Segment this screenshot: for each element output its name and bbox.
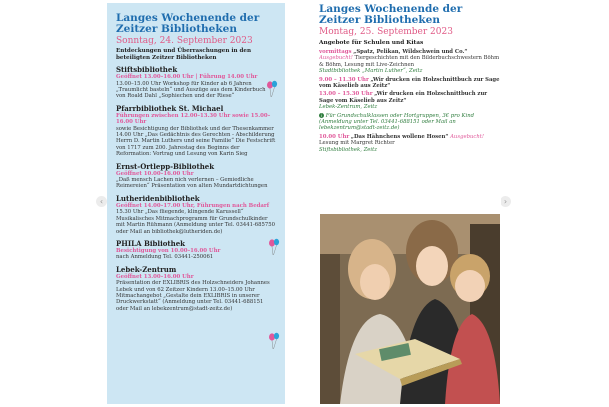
- program-note: [319, 113, 501, 132]
- library-name: Pfarrbibliothek St. Michael: [116, 103, 224, 113]
- library-name: Ernst-Ortlepp-Bibliothek: [116, 161, 215, 171]
- opening-time: Geöffnet 13.00–16.00 Uhr | Führung 14.00 Uhr: [116, 74, 258, 81]
- library-name: Stiftsbibliothek: [116, 65, 178, 75]
- photo-children-reading: [320, 214, 500, 404]
- item-time: vormittags: [319, 49, 352, 55]
- page-title: Langes Wochenende der Zeitzer Bibliotheken: [319, 3, 463, 26]
- program-item: [319, 91, 501, 110]
- balloon-icon: [268, 238, 280, 256]
- program-item: [319, 77, 501, 90]
- balloon-icon: [268, 332, 280, 350]
- program-item: [319, 134, 501, 153]
- library-entry: [116, 105, 276, 158]
- info-icon: i: [320, 112, 323, 118]
- library-program: sowie Besichtigung der Bibliothek und der Thesenkammer 14.00 Uhr „Das Gedächtnis des Gerechten - Abschilderung Herrn D. Martin Luthers und seine Familie“ Die Festschrift von 1717 zum 200. Jahrestag des Beginns der Reformation: Vortrag und Lesung von Karin Sieg: [116, 125, 276, 158]
- library-name: Lebek-Zentrum: [116, 264, 177, 274]
- item-time: 13.00 – 15.30 Uhr: [319, 91, 373, 98]
- item-time: 10.00 Uhr: [319, 133, 350, 140]
- item-title: „Spatz, Pelikan, Wildschwein und Co.“: [353, 49, 468, 55]
- library-program: 15.30 Uhr „Das fliegende, klingende Karussell“ Musikalisches Mitmachprogramm für Grundschulkinder mit Martin Rühmann (Anmeldung unter Tel. 03441-685750 oder Mail an bibliothek@lutheriden.de): [116, 209, 275, 235]
- library-program: Präsentation der EXLIBRIS des Holzschneiders Johannes Lebek und von 62 Zeitzer Kindern 13.00–15.00 Uhr Mitmachangebot „Gestalte dein EXLIBRIS in unserer Druckwerkstatt“ (Anmeldung unter Tel. 03441-688151 oder Mail an lebekzentrum@stadt-zeitz.de): [116, 280, 270, 312]
- library-entry: [116, 266, 276, 312]
- item-description: Lesung mit Margret Richter: [319, 140, 395, 147]
- opening-time: Führungen zwischen 12.00–13.30 Uhr sowie 15.00–16.00 Uhr: [116, 112, 271, 126]
- item-title: „Wir drucken ein Holzschnittbuch zur Sage vom Käselieb aus Zeitz“: [319, 91, 488, 104]
- item-location: Stadtbibliothek „Martin Luther“, Zeitz: [319, 68, 423, 75]
- item-title: „Wir drucken ein Holzschnittbuch zur Sage vom Käselieb aus Zeitz“: [319, 76, 500, 90]
- subtitle: Entdeckungen und Überraschungen in den beteiligten Zeitzer Bibliotheken: [116, 48, 252, 61]
- library-name: Lutheridenbibliothek: [116, 193, 200, 203]
- chevron-right-icon[interactable]: ›: [500, 196, 511, 207]
- library-entry: [116, 66, 276, 100]
- opening-time: Geöffnet 10.00–16.00 Uhr: [116, 170, 194, 177]
- note-text: Für Grundschulklassen oder Hortgruppen, 3€ pro Kind (Anmeldung unter Tel. 03441-688151 oder Mail an lebekzentrum@stadt-zeitz.de): [319, 112, 474, 132]
- library-entry: [116, 163, 276, 190]
- item-description: Tiergeschichten mit den Bilderbuchschwestern Böhm & Böhm, Lesung mit Live-Zeichnen: [319, 55, 500, 68]
- event-date: Montag, 25. September 2023: [319, 27, 453, 37]
- item-location: Lebek-Zentrum, Zeitz: [319, 104, 378, 111]
- program-item: [319, 49, 501, 75]
- library-name: PHILA Bibliothek: [116, 238, 186, 248]
- balloon-icon: [266, 80, 278, 98]
- opening-time: Besichtigung von 10.00–16.00 Uhr: [116, 247, 221, 254]
- library-program: nach Anmeldung Tel. 03441-250061: [116, 254, 214, 261]
- status-badge: Ausgebucht!: [450, 133, 485, 140]
- item-title: „Das Hähnchens wollene Hosen“: [350, 133, 449, 140]
- event-date: Sonntag, 24. September 2023: [116, 36, 253, 46]
- item-location: Stiftsbibliothek, Zeitz: [319, 146, 377, 153]
- library-entry: [116, 240, 276, 261]
- page-title: Langes Wochenende der Zeitzer Bibliotheken: [116, 12, 260, 35]
- library-program: „Daß mensch Lachen nich verlernen – Gemiedliche Reimereien“ Präsentation von alten Mundartdichtungen: [116, 177, 268, 190]
- section-heading: Angebote für Schulen und Kitas: [319, 40, 424, 46]
- library-program: 13.00–15.00 Uhr Workshop für Kinder ab 6 Jahren „Traumlicht basteln“ und Auszüge aus dem Kinderbuch von Roald Dahl „Sophiechen und der Riese“: [116, 80, 266, 100]
- item-time: 9.00 – 11.30 Uhr: [319, 76, 369, 83]
- library-entry: [116, 195, 276, 235]
- chevron-left-icon[interactable]: ‹: [96, 196, 107, 207]
- opening-time: Geöffnet 13.00–16.00 Uhr: [116, 273, 194, 280]
- opening-time: Geöffnet 14.00–17.00 Uhr, Führungen nach Bedarf: [116, 202, 270, 209]
- program-panel-sunday: [107, 3, 285, 404]
- status-badge: Ausgebucht!: [319, 55, 353, 62]
- photo-illustration: [320, 214, 500, 404]
